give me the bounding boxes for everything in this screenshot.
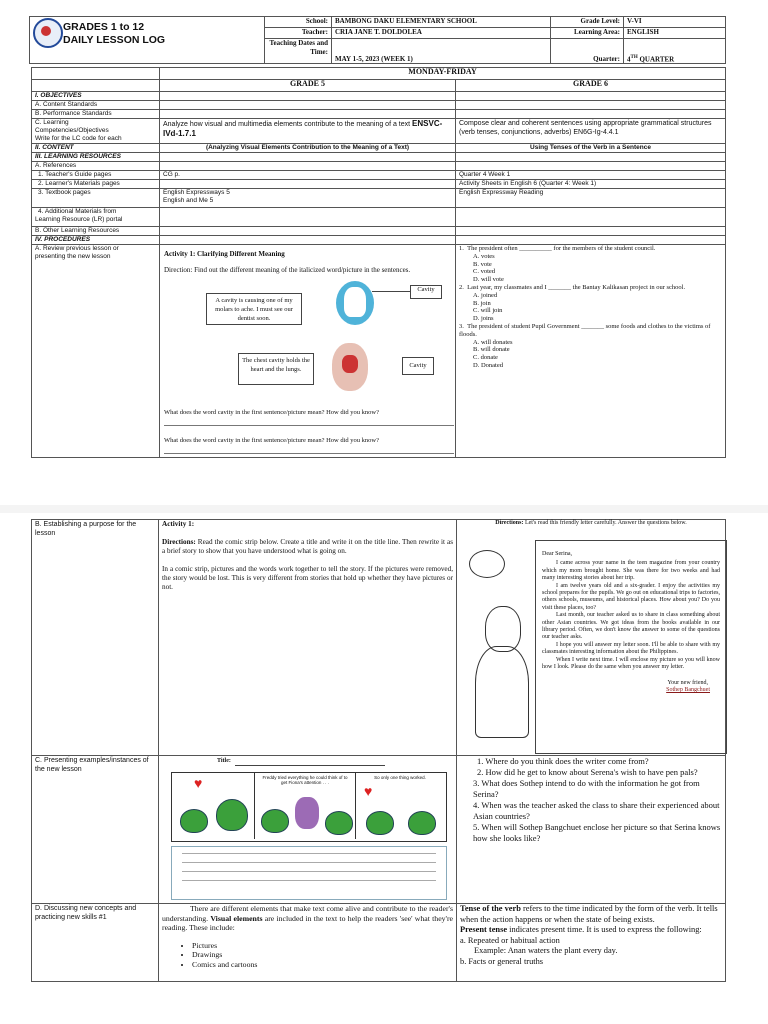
presenting-label <box>32 756 159 904</box>
g6-content: Using Tenses of the Verb in a Sentence <box>456 144 726 153</box>
item-num: 3. <box>459 322 464 330</box>
tooth-sentence: A cavity is causing one of my molars to ache. I must see our dentist soon. <box>206 293 302 325</box>
purpose-line1: B. Establishing a purpose for the <box>35 521 137 528</box>
answer-line-1 <box>164 425 454 426</box>
review-line2: presenting the new lesson <box>35 253 111 260</box>
grade-level-label: Grade Level: <box>551 17 624 28</box>
item-text: The president often __________ for the members of the student council. <box>467 245 656 252</box>
lm-pages-label: 2. Learner's Materials pages <box>32 180 160 189</box>
school-label: School: <box>265 17 332 28</box>
learning-area-label: Learning Area: <box>551 28 624 39</box>
questions-cell <box>457 756 726 904</box>
cell <box>456 208 726 227</box>
item-option: C. will join <box>473 307 503 315</box>
writing-line <box>182 862 436 871</box>
item-option: A. joined <box>473 291 498 299</box>
g6-item-1 <box>459 245 722 284</box>
item-option: A. votes <box>473 252 495 260</box>
competencies-label <box>32 119 160 144</box>
g5-competency <box>160 119 456 144</box>
quarter-word: QUARTER <box>639 55 675 63</box>
g6-item-2 <box>459 284 722 323</box>
visual-bold: Visual elements <box>210 913 263 923</box>
title-line <box>235 765 385 766</box>
g6-competency: Compose clear and coherent sentences using appropriate grammatical structures (verb tenses, conjunctions, adverbs) EN6G-Ig-4.4.1 <box>456 119 726 144</box>
dates-value: MAY 1-5, 2023 (WEEK 1) <box>332 39 551 64</box>
letter-greeting: Dear Serina, <box>542 551 572 557</box>
item-option: D. will vote <box>473 276 504 284</box>
comic-panel-2 <box>255 773 356 839</box>
question-item: 3. What does Sothep intend to do with the information he got from Serina? <box>473 778 700 799</box>
question-item: 2. How did he get to know about Serena's wish to have pen pals? <box>477 767 698 777</box>
tense-cell <box>457 904 726 982</box>
quarter-num: 4 <box>627 55 631 63</box>
g5-tb2: English and Me 5 <box>163 197 214 204</box>
g5-purpose-cell <box>159 520 457 756</box>
directions-label: Directions: <box>162 538 196 546</box>
other-lr-label: B. Other Learning Resources <box>32 227 160 236</box>
visual-text-b: are included in the text to help the readers 'see' what they're reading. These include: <box>162 913 454 932</box>
writing-line <box>182 871 436 880</box>
present-text: indicates present time. It is used to express the following: <box>509 925 702 934</box>
comic-panel-1 <box>172 773 255 839</box>
activity1-title: Activity 1: Clarifying Different Meaning <box>164 250 285 258</box>
letter-p5: When I write next time. I will enclose my picture so you will know how I look. Please do the same when you answer my letter. <box>542 656 720 671</box>
g6-item-3 <box>459 323 722 370</box>
review-line1: A. Review previous lesson or <box>35 245 119 252</box>
cell <box>160 92 456 101</box>
heart-icon: ♥ <box>194 775 203 791</box>
frog-icon <box>408 811 436 835</box>
cell <box>456 227 726 236</box>
learning-resources-heading: III. LEARNING RESOURCES <box>32 153 160 162</box>
item-option: A. will donates <box>473 338 513 346</box>
item-text: The president of student Pupil Government _______ some foods and clothes to the victims of floods. <box>459 322 711 338</box>
visual-list-item: • Comics and cartoons <box>192 960 453 970</box>
dates-label-2: Time: <box>310 48 328 56</box>
present-example: Example: Anan waters the plant every day. <box>474 946 618 955</box>
g5-review-cell <box>160 245 456 458</box>
learning-area-value: ENGLISH <box>624 28 726 39</box>
competencies-line2: Competencies/Objectives <box>35 127 109 134</box>
page-separator <box>0 505 768 513</box>
question-item: 1. Where do you think does the writer come from? <box>477 756 649 766</box>
g5-comp-text: Analyze how visual and multimedia elements contribute to the meaning of a text <box>163 121 411 128</box>
letter-dir-label: Directions: <box>495 520 524 526</box>
item-text: Last year, my classmates and I _______ the Bantay Kalikasan project in our school. <box>467 283 686 291</box>
question-item: 5. When will Sothep Bangchuet enclose her picture so that Serina knows how she looks like? <box>473 822 721 843</box>
girl-body <box>475 646 529 738</box>
tb-pages-label: 3. Textbook pages <box>32 189 160 208</box>
frog-icon <box>261 809 289 833</box>
comic-strip <box>171 772 447 842</box>
g6-lm: Activity Sheets in English 6 (Quarter 4: Week 1) <box>456 180 726 189</box>
tense-bold: Tense of the verb <box>460 904 521 913</box>
present-a: a. Repeated or habitual action <box>460 935 560 945</box>
activity1-heading: Activity 1: <box>162 520 195 528</box>
letter-p2: I am twelve years old and a six-grader. I enjoy the activities my school prepares for the pupils. We go out on educational trips to factories, others schools, museums, and historical places. How about you? Do you visit these places, too? <box>542 582 720 611</box>
frog-icon <box>180 809 208 833</box>
g6-tg: Quarter 4 Week 1 <box>456 171 726 180</box>
question-2: What does the word cavity in the first sentence/picture mean? How did you know? <box>164 437 379 444</box>
objectives-heading: I. OBJECTIVES <box>32 92 160 101</box>
grade-level-value: V-VI <box>624 17 726 28</box>
cell <box>456 101 726 110</box>
item-num: 1. <box>459 245 464 252</box>
purpose-label <box>32 520 159 756</box>
present-b: b. Facts or general truths <box>460 956 544 966</box>
letter-dir-text: Let's read this friendly letter carefully. Answer the questions below. <box>524 520 687 526</box>
content-standards-label: A. Content Standards <box>32 101 160 110</box>
references-label: A. References <box>32 162 160 171</box>
cell <box>456 92 726 101</box>
dates-label <box>265 39 332 64</box>
item-option: D. Donated <box>473 361 503 369</box>
cell <box>160 153 456 162</box>
letter-p4: I hope you will answer my letter soon. I'll be able to share with my classmates interesting information about the Philippines. <box>542 641 720 656</box>
chest-sentence: The chest cavity holds the heart and the lungs. <box>238 353 314 385</box>
lesson-table-page1 <box>31 67 726 458</box>
cell <box>456 110 726 119</box>
lesson-table-page2 <box>31 519 726 982</box>
header-table <box>29 16 726 64</box>
frog-icon <box>366 811 394 835</box>
presenting-line1: C. Presenting examples/instances of <box>35 757 149 764</box>
dates-label-1: Teaching Dates and <box>269 39 328 47</box>
visual-list-item: • Drawings <box>192 950 453 960</box>
comic-directions <box>162 538 453 556</box>
heart-icon: ♥ <box>364 783 373 799</box>
item-option: C. donate <box>473 354 498 362</box>
letter-close: Your new friend, <box>667 679 708 686</box>
frog-icon <box>216 799 248 831</box>
girl-illustration <box>463 536 531 746</box>
days-header: MONDAY-FRIDAY <box>160 68 726 80</box>
g5-tb1: English Expressways 5 <box>163 189 230 196</box>
competencies-line3: Write for the LC code for each <box>35 135 122 142</box>
content-heading: II. CONTENT <box>32 144 160 153</box>
visual-elements-cell <box>159 904 457 982</box>
visual-list <box>162 941 453 970</box>
visual-paragraph <box>162 904 453 933</box>
pointer-line <box>372 291 410 292</box>
cell <box>456 162 726 171</box>
comic-caption-1: Freddy tried everything he could think of to get Fiona's attention . . . <box>262 775 348 785</box>
tooth-shape <box>344 287 366 317</box>
letter-sign: Sothep Bangchuet <box>666 686 710 693</box>
additional-line1: 4. Additional Materials from <box>38 208 117 215</box>
cell <box>160 110 456 119</box>
g5-content: (Analyzing Visual Elements Contribution to the Meaning of a Text) <box>160 144 456 153</box>
title-label: Title: <box>217 758 231 764</box>
g6-tb: English Expressway Reading <box>456 189 726 208</box>
item-stem <box>459 245 722 253</box>
school-value: BAMBONG DAKU ELEMENTARY SCHOOL <box>332 17 551 28</box>
comic-paragraph: In a comic strip, pictures and the words work together to tell the story. If the pictures were removed, the story would be lost. This is very different from stories that hold up whether they have pictures or not. <box>162 565 453 591</box>
corner-cell <box>32 68 160 80</box>
heart-organ <box>342 355 358 373</box>
item-option: B. join <box>473 299 491 307</box>
item-option: C. voted <box>473 268 496 276</box>
letter-p1: I came across your name in the teen magazine from your country which my mom brought home. She was there for two weeks and had many interesting stories about her trip. <box>542 560 720 582</box>
answer-line-2 <box>164 453 454 454</box>
tg-pages-label: 1. Teacher's Guide pages <box>32 171 160 180</box>
cell <box>160 162 456 171</box>
discussing-line1: D. Discussing new concepts and <box>35 905 137 912</box>
performance-standards-label: B. Performance Standards <box>32 110 160 119</box>
writing-line <box>182 853 436 862</box>
letter-directions <box>460 520 722 527</box>
writing-box[interactable] <box>171 846 447 900</box>
cavity-label-2: Cavity <box>402 357 434 375</box>
presenting-line2: the new lesson <box>35 766 82 773</box>
item-num: 2. <box>459 283 464 291</box>
additional-label <box>32 208 160 227</box>
g5-comp-code: ENSVC-IVd-1.7.1 <box>163 119 443 138</box>
purpose-line2: lesson <box>35 530 56 537</box>
item-option: B. will donate <box>473 346 510 354</box>
item-option: B. vote <box>473 260 492 268</box>
grade5-header: GRADE 5 <box>160 80 456 92</box>
tense-definition <box>460 904 722 925</box>
comic-caption-2: So only one thing worked. <box>374 775 426 780</box>
discussing-line2: practicing new skills #1 <box>35 914 107 921</box>
cell <box>160 236 456 245</box>
visual-list-item: • Pictures <box>192 941 453 951</box>
tense-text: refers to the time indicated by the form of the verb. It tells when the action happens or when the state of being exists. <box>460 904 718 924</box>
letter-box <box>535 540 727 754</box>
g6-review-cell <box>456 245 726 458</box>
visual-text-a: There are different elements that make text come alive and contribute to the reader's understanding. <box>162 904 453 923</box>
grade6-header: GRADE 6 <box>456 80 726 92</box>
item-option: D. joins <box>473 315 494 323</box>
review-label <box>32 245 160 458</box>
writing-line <box>182 880 436 889</box>
g5-tg: CG p. <box>160 171 456 180</box>
present-bold: Present tense <box>460 925 508 934</box>
directions-text: Read the comic strip below. Create a title and write it on the title line. Then rewrite it as a brief story to show that you have understood what is going on. <box>162 538 454 555</box>
present-definition <box>460 925 722 936</box>
quarter-label: Quarter: <box>551 39 624 64</box>
cell <box>160 208 456 227</box>
cell <box>160 101 456 110</box>
flower-frog-icon <box>295 797 319 829</box>
logo-line2: DAILY LESSON LOG <box>63 34 166 46</box>
item-stem <box>459 323 722 339</box>
comic-panel-3 <box>356 773 444 839</box>
cell <box>160 227 456 236</box>
teacher-label: Teacher: <box>265 28 332 39</box>
quarter-sup: TH <box>630 54 638 60</box>
g5-tb <box>160 189 456 208</box>
additional-line2: Learning Resource (LR) portal <box>35 216 123 223</box>
logo-cell <box>30 17 265 64</box>
activity1-direction: Direction: Find out the different meaning of the italicized word/picture in the sentences. <box>164 266 411 274</box>
quarter-value <box>624 39 726 64</box>
cell <box>456 236 726 245</box>
competencies-line1: C. Learning <box>35 119 69 126</box>
blank-cell <box>32 80 160 92</box>
item-stem <box>459 284 722 292</box>
comic-cell <box>159 756 457 904</box>
logo-line1: GRADES 1 to 12 <box>63 21 145 33</box>
frog-icon <box>325 811 353 835</box>
g6-letter-cell <box>457 520 726 756</box>
letter-p3: Last month, our teacher asked us to share in class something about other Asian countries. We got ideas from the books available in our library period. Often, we don't know the answer to some of the questions our teacher asks. <box>542 612 720 641</box>
cavity-label-1: Cavity <box>410 285 442 299</box>
thought-bubble <box>469 550 505 578</box>
teacher-value: CRIA JANE T. DOLDOLEA <box>332 28 551 39</box>
question-item: 4. When was the teacher asked the class to share their experienced about Asian countries? <box>473 800 720 821</box>
cell <box>160 180 456 189</box>
discussing-label <box>32 904 159 982</box>
question-1: What does the word cavity in the first sentence/picture mean? How did you know? <box>164 409 379 416</box>
cell <box>456 153 726 162</box>
procedures-heading: IV. PROCEDURES <box>32 236 160 245</box>
